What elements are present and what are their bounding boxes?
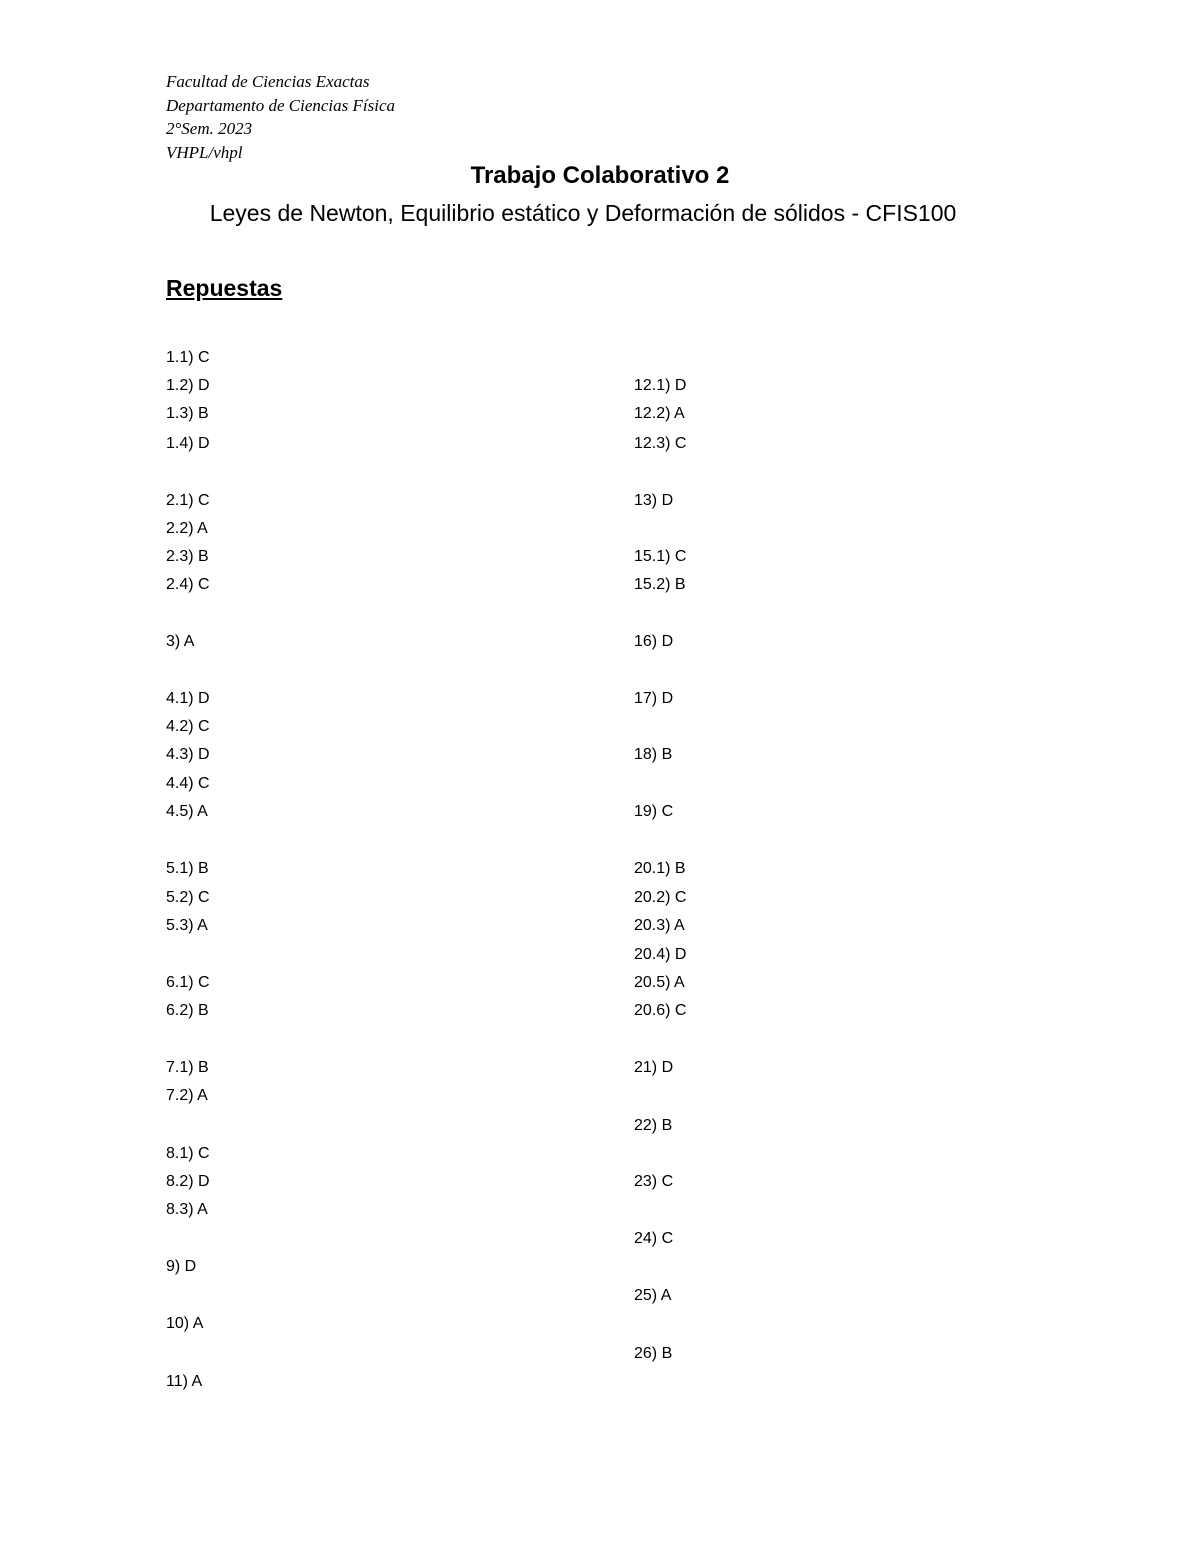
department-line: Departamento de Ciencias Física	[166, 95, 395, 115]
document-title: Trabajo Colaborativo 2	[470, 162, 730, 189]
answers-heading: Repuestas	[166, 275, 283, 301]
answer-item: 23) C	[634, 1173, 674, 1190]
answer-item: 12.1) D	[634, 377, 687, 394]
answer-item: 26) B	[634, 1345, 673, 1362]
answer-item: 2.4) C	[166, 576, 210, 593]
answer-item: 25) A	[634, 1287, 672, 1304]
answer-item: 4.3) D	[166, 746, 210, 763]
answer-item: 24) C	[634, 1230, 674, 1247]
answer-item: 7.2) A	[166, 1087, 208, 1104]
answer-item: 13) D	[634, 492, 674, 509]
answer-item: 2.1) C	[166, 492, 210, 509]
answer-item: 5.3) A	[166, 917, 208, 934]
answer-item: 2.2) A	[166, 520, 208, 537]
faculty-line: Facultad de Ciencias Exactas	[166, 72, 370, 91]
answer-item: 18) B	[634, 746, 673, 763]
answer-item: 2.3) B	[166, 548, 209, 565]
answer-item: 4.4) C	[166, 775, 210, 792]
answer-item: 19) C	[634, 803, 674, 820]
answer-item: 15.1) C	[634, 548, 687, 565]
author-line: VHPL/vhpl	[166, 142, 243, 162]
semester-line: 2°Sem. 2023	[166, 119, 253, 138]
answer-item: 1.4) D	[166, 435, 210, 452]
answer-item: 20.1) B	[634, 860, 686, 877]
answer-item: 20.6) C	[634, 1002, 687, 1019]
answer-item: 9) D	[166, 1258, 197, 1275]
answer-item: 7.1) B	[166, 1059, 209, 1076]
answer-item: 8.1) C	[166, 1145, 210, 1162]
answer-item: 20.5) A	[634, 974, 685, 991]
answer-item: 12.2) A	[634, 405, 685, 422]
answer-item: 1.3) B	[166, 405, 209, 422]
document-header	[166, 70, 395, 164]
answer-item: 16) D	[634, 633, 674, 650]
answer-item: 5.1) B	[166, 860, 209, 877]
answer-item: 4.2) C	[166, 718, 210, 735]
answer-item: 6.1) C	[166, 974, 210, 991]
answer-item: 12.3) C	[634, 435, 687, 452]
answer-item: 1.2) D	[166, 377, 210, 394]
answer-item: 20.2) C	[634, 889, 687, 906]
answer-item: 4.5) A	[166, 803, 208, 820]
answer-item: 15.2) B	[634, 576, 686, 593]
answer-item: 20.3) A	[634, 917, 685, 934]
answer-item: 20.4) D	[634, 946, 687, 963]
answer-item: 8.3) A	[166, 1201, 208, 1218]
answer-item: 17) D	[634, 690, 674, 707]
answer-item: 10) A	[166, 1315, 204, 1332]
answer-item: 11) A	[166, 1373, 203, 1390]
answer-item: 4.1) D	[166, 690, 210, 707]
document-subtitle: Leyes de Newton, Equilibrio estático y Deformación de sólidos - CFIS100	[209, 200, 957, 226]
answer-item: 8.2) D	[166, 1173, 210, 1190]
answer-item: 22) B	[634, 1117, 673, 1134]
answer-item: 21) D	[634, 1059, 674, 1076]
answer-item: 6.2) B	[166, 1002, 209, 1019]
answer-item: 1.1) C	[166, 349, 210, 366]
answer-item: 5.2) C	[166, 889, 210, 906]
answer-item: 3) A	[166, 633, 195, 650]
